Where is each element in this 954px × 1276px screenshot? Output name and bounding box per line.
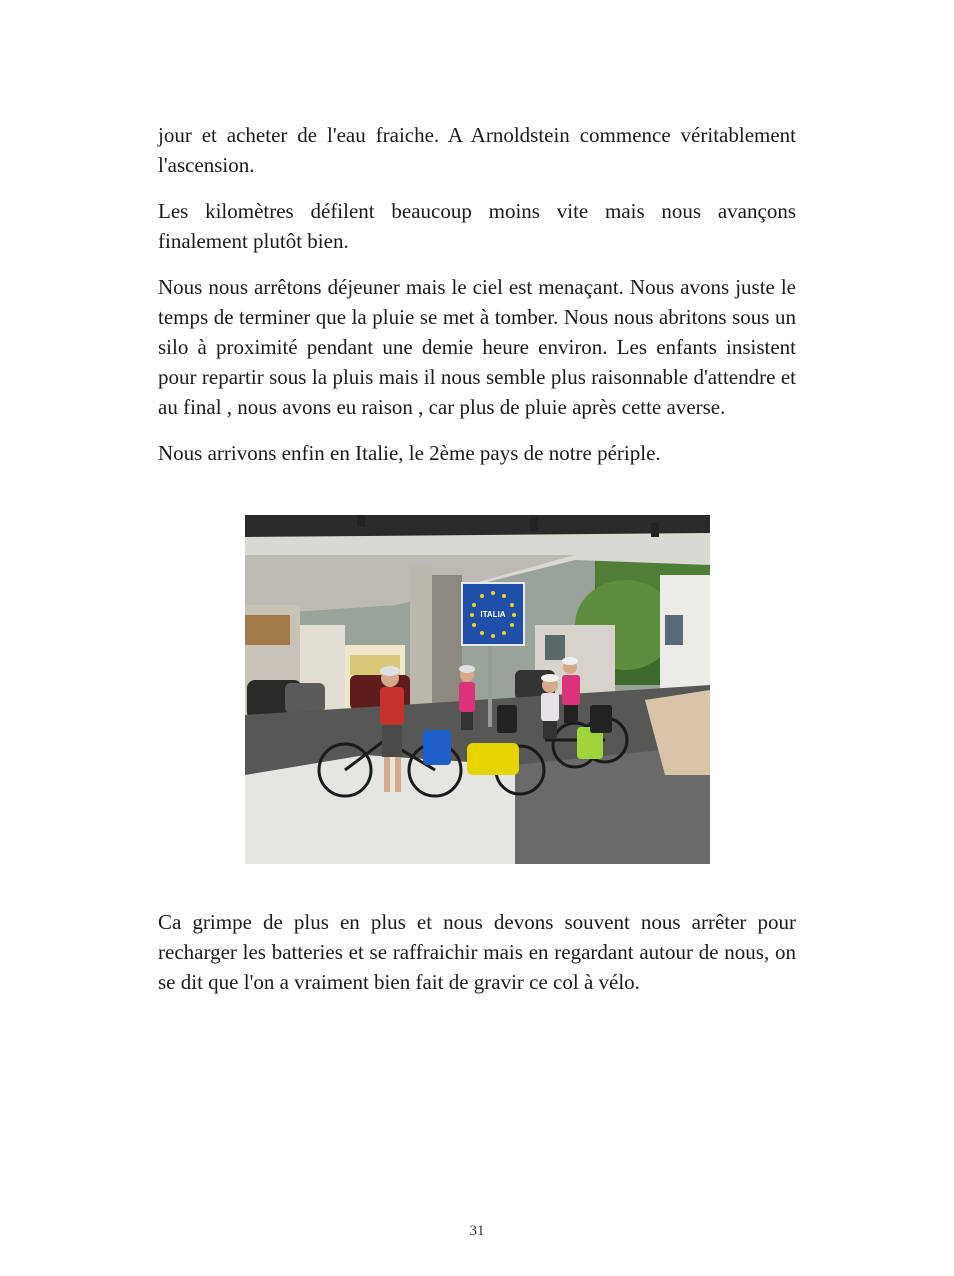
paragraph: Nous nous arrêtons déjeuner mais le ciel est menaçant. Nous avons juste le temps de terminer que la pluie se met à tomber. Nous nous abritons sous un silo à proximité pendant une demie heure environ. Les enfants insistent pour repartir sous la pluis mais il nous semble plus raisonnable d'attendre et au final , nous avons eu raison , car plus de pluie après cette averse. <box>158 275 796 419</box>
paragraph: jour et acheter de l'eau fraiche. A Arnoldstein commence véritablement l'ascension. <box>158 123 796 177</box>
paragraph: Nous arrivons enfin en Italie, le 2ème pays de notre périple. <box>158 441 661 465</box>
paragraph: Les kilomètres défilent beaucoup moins vite mais nous avançons finalement plutôt bien. <box>158 199 796 253</box>
sign-label: ITALIA <box>480 610 506 619</box>
paragraph: Ca grimpe de plus en plus et nous devons souvent nous arrêter pour recharger les batteries et se raffraichir mais en regardant autour de nous, on se dit que l'on a vraiment bien fait de gravir ce col à vélo. <box>158 910 796 994</box>
text-block-bottom <box>158 907 796 1013</box>
text-block-top <box>158 120 796 484</box>
border-crossing-photo <box>245 515 710 864</box>
page-number: 31 <box>469 1223 485 1239</box>
